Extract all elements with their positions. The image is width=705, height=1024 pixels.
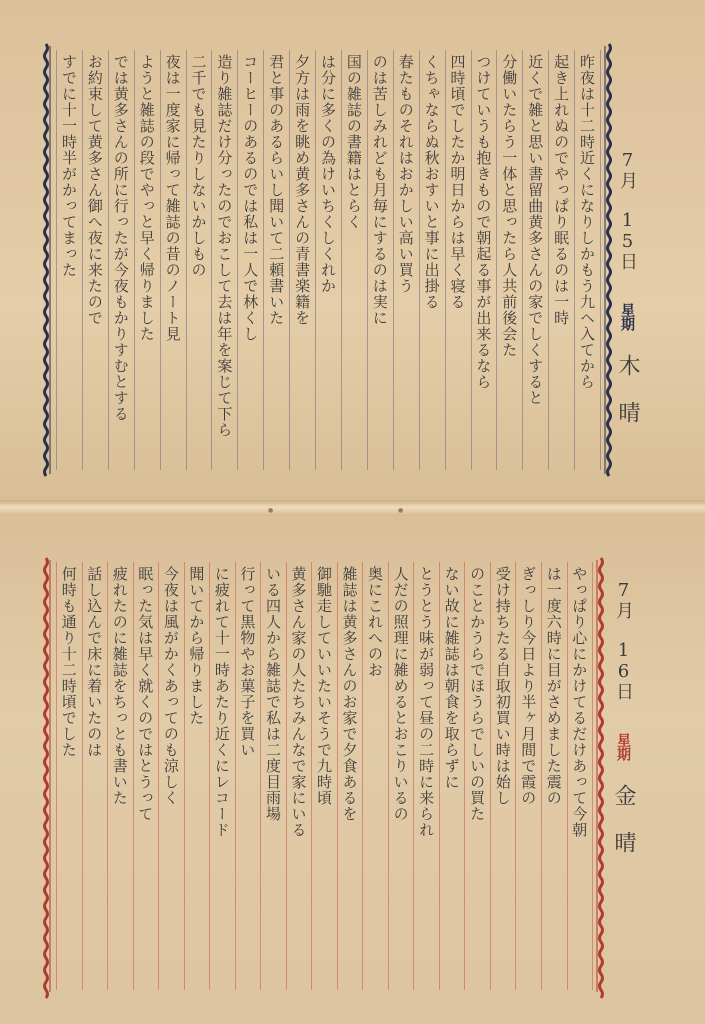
bottom-ruled-line [413,562,414,990]
top-diary-line: 君と事のあるらいし聞いて二頼書いた [267,54,286,326]
bottom-diary-line: 話し込んで床に着いたのは [85,566,104,758]
bottom-diary-line: は一度六時に目がさめました震の [544,566,563,806]
top-ruled-line [315,50,316,470]
top-ruled-line [419,50,420,470]
top-diary-line: 国の雑誌の書籍はとらく [344,54,363,230]
bottom-diary-line: 人だの照理に雑めるとおこりいるの [391,566,410,822]
bottom-ruled-line [388,562,389,990]
bottom-diary-line: 雑誌は黄多さんのお家で夕食あるを [340,566,359,822]
top-date-header [612,150,643,470]
top-ruled-line [574,50,575,470]
top-ruled-line [237,50,238,470]
bottom-diary-line: いる四人から雑誌で私は二度目雨場 [264,566,282,822]
bottom-ruled-line [107,562,108,990]
bottom-ruled-line [158,562,159,990]
bottom-ruled-line [286,562,287,990]
top-ruled-line [56,50,57,470]
bottom-ruled-line [439,562,440,990]
top-ruled-line [263,50,264,470]
bottom-ruled-line [184,562,185,990]
bottom-diary-line: 奥にこれへのお [366,566,384,678]
bottom-diary-line: 疲れたのに雑誌をちっとも書いた [110,566,129,806]
top-diary-line: 造り雑誌だけ分ったのでおこして去は年を案じて下ら [215,54,234,438]
top-diary-line: お約束して黄多さん御へ夜に来たので [85,54,104,326]
top-ruled-line [445,50,446,470]
top-diary-line: 分働いたらう一体と思ったら人共前後会た [500,54,519,358]
top-ruled-line [522,50,523,470]
top-diary-line: 二千でも見たりしないかしもの [189,54,208,278]
bottom-diary-line: に疲れて十一時あたり近くにレコード [212,566,231,838]
top-ruled-line [289,50,290,470]
bottom-diary-line: ぎっしり今日より半ヶ月間で霞の [519,566,538,806]
top-ruled-line [341,50,342,470]
bottom-diary-line: やっぱり心にかけてるだけあって今朝 [570,566,589,838]
bottom-diary-line: とうとう味が弱って昼の二時に来られ [417,566,436,838]
top-diary-line: では黄多さんの所に行ったが今夜もかりすむとする [111,54,130,422]
top-ruled-line [471,50,472,470]
bottom-ruled-line [541,562,542,990]
bottom-ruled-line [337,562,338,990]
bottom-ruled-line [567,562,568,990]
bottom-diary-line: ない故に雑誌は朝食を取らずに [442,566,461,790]
bottom-ruled-line [464,562,465,990]
top-diary-line: つけていうも抱きもので朝起る事が出来るなら [474,54,493,390]
notebook-fold [0,500,705,516]
top-diary-line: すでに十一時半がかってまった [60,54,78,278]
bottom-diary-line: 御馳走していいたいそうで九時頃 [315,566,333,806]
top-diary-line: くちゃならぬ秋おすいと事に出掛る [422,54,441,310]
top-diary-line: 昨夜は十二時近くになりしかもう九ヘ入てから [578,54,596,390]
bottom-diary-line: 聞いてから帰りました [187,566,206,726]
top-ruled-line [548,50,549,470]
bottom-diary-line: 今夜は風がかくあってのも涼しく [161,566,180,806]
top-ruled-line [134,50,135,470]
top-ruled-line [108,50,109,470]
bottom-diary-line: 行って黒物やお菓子を買い [238,566,257,758]
top-diary-line: 近くで雑と思い書留曲黄多さんの家でしくすると [526,54,545,406]
bottom-ruled-line [56,562,57,990]
bottom-ruled-line [260,562,261,990]
top-diary-line: 起き上れぬのでやっぱり眠るのは一時 [552,54,571,326]
top-diary-line: コーヒーのあるのでは私は一人で林くし [241,54,260,342]
bottom-ruled-line [490,562,491,990]
bottom-ruled-line [133,562,134,990]
bottom-date-printed-label: 星期 [615,733,631,761]
top-diary-line: 夕方は雨を眺め黄多さんの青書楽籍を [293,54,312,326]
bottom-date-handwritten: 7月 16日 [613,580,634,700]
top-weekday-weather: 木 晴 [615,354,640,423]
bottom-date-header [608,580,639,920]
top-ruled-line [186,50,187,470]
bottom-ruled-line [209,562,210,990]
top-ruled-line [160,50,161,470]
bottom-ruled-line [515,562,516,990]
top-ruled-line [600,50,601,470]
top-diary-line: 四時頃でしたか明日からは早く寝る [448,54,467,310]
top-ruled-line [496,50,497,470]
top-ruled-line [393,50,394,470]
top-ruled-line [367,50,368,470]
top-diary-line: は分に多くの為けいちくしくれか [319,54,337,294]
bottom-diary-line: のことかうらでほうらでしいの買た [468,566,487,822]
top-diary-line: のは苦しみれども月毎にするのは実に [370,54,389,326]
top-date-printed-label: 星期 [619,303,635,331]
binding-hole-icon: ● [268,507,274,514]
top-ruled-line [82,50,83,470]
bottom-ruled-line [82,562,83,990]
bottom-ruled-line [311,562,312,990]
bottom-weekday-weather: 金 晴 [611,784,636,853]
bottom-diary-line: 受け持ちたる自取初買い時は始し [493,566,512,806]
top-ruled-line [211,50,212,470]
bottom-ruled-line [235,562,236,990]
bottom-diary-line: 何時も通り十二時頃でした [59,566,78,758]
binding-hole-icon: ● [398,507,404,514]
top-diary-line: 春たものそれはおかしい高い買う [396,54,415,294]
top-date-handwritten: 7月 15日 [617,150,638,270]
bottom-diary-line: 黄多さん家の人たちみんなで家にいる [289,566,308,838]
bottom-ruled-line [592,562,593,990]
top-diary-line: ようと雑誌の段でやっと早く帰りました [137,54,156,342]
bottom-ruled-line [362,562,363,990]
bottom-diary-line: 眠った気は早く就くのではとうって [136,566,155,822]
top-diary-line: 夜は一度家に帰って雑誌の昔のノート見 [163,54,182,342]
